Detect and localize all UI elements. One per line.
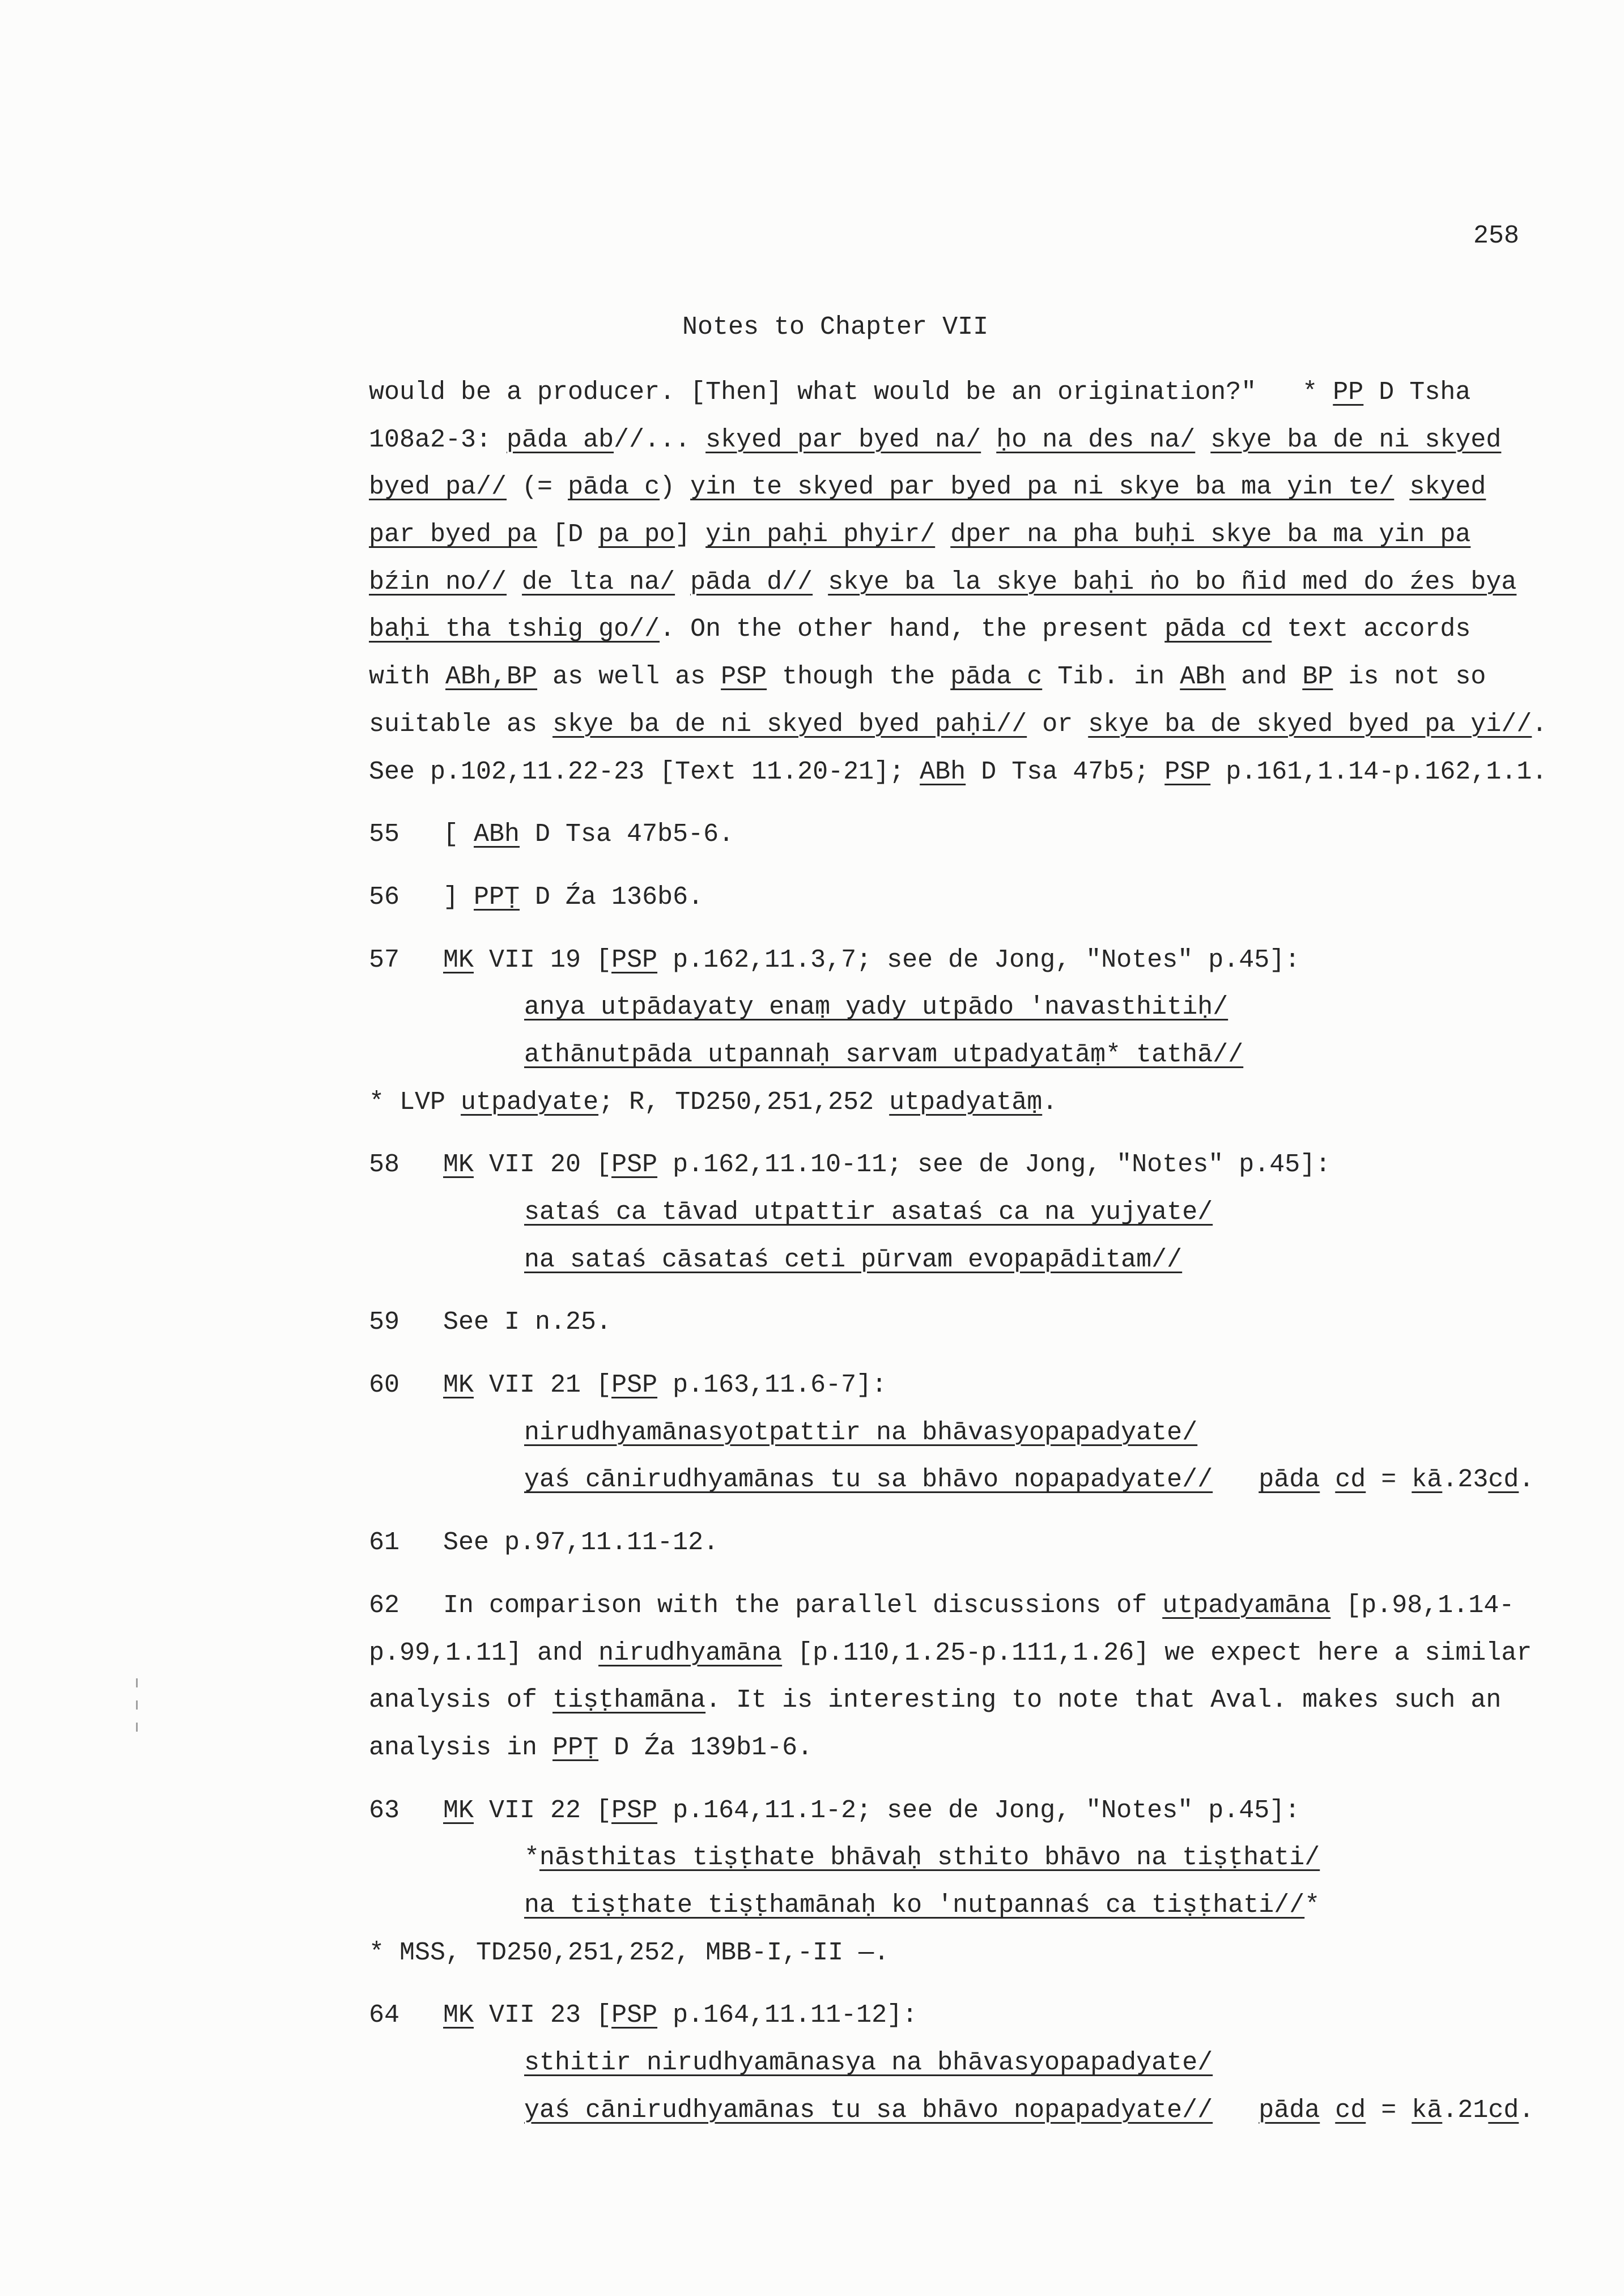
continuation-line <box>369 369 1587 416</box>
note-number: 59 <box>369 1308 400 1337</box>
text-run <box>813 568 828 597</box>
text-run: * <box>524 1843 540 1873</box>
scan-mark <box>136 1700 138 1710</box>
note-first-line <box>369 1787 1587 1835</box>
underlined-term: skye ba de skyed byed pa yi// <box>1088 709 1532 739</box>
continuation-line <box>369 606 1587 653</box>
underlined-term: MK <box>443 945 474 975</box>
underlined-term: MK <box>443 1796 474 1825</box>
text-run: as well as <box>537 662 721 692</box>
underlined-term: BP <box>1302 662 1333 692</box>
underlined-term: pāda d// <box>690 567 813 597</box>
verse-line <box>369 1409 1587 1457</box>
underlined-term: sataś ca tāvad utpattir asataś ca na yujyate/ <box>524 1198 1213 1227</box>
verse-line <box>369 1189 1587 1236</box>
scan-mark <box>136 1723 138 1732</box>
verse-line <box>369 2039 1587 2087</box>
text-run: p.99,1.11] and <box>369 1638 599 1668</box>
note-number: 56 <box>369 882 400 912</box>
text-run: * <box>1304 1890 1320 1920</box>
text-run: = <box>1366 2095 1412 2125</box>
note-number: 64 <box>369 2001 400 2030</box>
text-run: p.163,11.6-7]: <box>657 1371 887 1400</box>
underlined-term: PPṬ <box>552 1733 599 1762</box>
underlined-term: sthitir nirudhyamānasya na bhāvasyopapadyate/ <box>524 2048 1213 2077</box>
underlined-term: MK <box>443 2001 474 2030</box>
underlined-term: tiṣṭhamāna <box>552 1686 706 1715</box>
continuation-line <box>369 701 1587 749</box>
underlined-term: nāsthitas tiṣṭhate bhāvaḥ sthito bhāvo na tiṣṭhati/ <box>539 1843 1320 1873</box>
text-run: VII 22 [ <box>474 1796 612 1825</box>
text-run <box>1320 1465 1335 1494</box>
text-run <box>675 568 690 597</box>
underlined-term: skye ba de ni skyed byed paḥi// <box>552 709 1027 739</box>
note-number: 55 <box>369 820 400 849</box>
text-run: See p.97,11.11-12. <box>443 1528 719 1558</box>
underlined-term: na tiṣṭhate tiṣṭhamānaḥ ko 'nutpannaś ca tiṣṭhati// <box>524 1890 1305 1920</box>
text-run: [p.98,1.14- <box>1330 1591 1515 1620</box>
underlined-term: pāda cd <box>1164 615 1272 644</box>
underlined-term: pāda <box>1259 2095 1320 2125</box>
text-run <box>935 520 950 549</box>
underlined-term: nirudhyamāna <box>598 1638 783 1668</box>
underlined-term: utpadyamāna <box>1162 1591 1331 1620</box>
note-61 <box>369 1519 1587 1567</box>
text-run: VII 20 [ <box>474 1150 612 1180</box>
note-number: 57 <box>369 945 400 975</box>
page-heading: Notes to Chapter VII <box>682 313 989 342</box>
underlined-term: de lta na/ <box>522 567 675 597</box>
text-run: [p.110,1.25-p.111,1.26] we expect here a similar <box>782 1638 1532 1668</box>
text-run: . <box>1519 2095 1534 2125</box>
underlined-term: PSP <box>611 1150 658 1180</box>
underlined-term: anya utpādayaty enaṃ yady utpādo 'navasthitiḥ/ <box>524 993 1228 1022</box>
note-56 <box>369 874 1587 921</box>
text-run <box>1320 2096 1335 2125</box>
note-first-line <box>369 1582 1587 1630</box>
continuation-line <box>369 749 1587 796</box>
text-run <box>507 568 522 597</box>
underlined-term: baḥi tha tshig go// <box>369 615 660 644</box>
underlined-term: nirudhyamānasyotpattir na bhāvasyopapadyate/ <box>524 1418 1198 1447</box>
text-run: ] <box>675 520 706 550</box>
underlined-term: ABh <box>920 757 966 786</box>
note-57 <box>369 937 1587 1126</box>
scan-mark <box>136 1678 138 1687</box>
text-run <box>1394 473 1409 501</box>
note-number: 58 <box>369 1150 400 1180</box>
underlined-term: skye ba de ni skyed <box>1210 425 1502 454</box>
text-run: . <box>1532 709 1548 739</box>
text-run: * MSS, TD250,251,252, MBB-I,-II —. <box>369 1938 890 1967</box>
text-run: . <box>1519 1465 1534 1495</box>
underlined-term: cd <box>1335 1465 1366 1495</box>
note-first-line <box>369 937 1587 984</box>
underlined-term: skye ba la skye baḥi ṅo bo ñid med do źes bya <box>828 567 1517 597</box>
verse-line <box>369 1834 1587 1882</box>
verse-line <box>369 984 1587 1031</box>
text-run: .23 <box>1442 1465 1489 1495</box>
text-run: * LVP <box>369 1087 461 1117</box>
note-60 <box>369 1362 1587 1504</box>
text-run: analysis of <box>369 1686 553 1715</box>
underlined-term: PSP <box>611 1796 658 1825</box>
text-run: text accords <box>1272 615 1471 644</box>
note-number: 61 <box>369 1528 400 1558</box>
continued-note-text <box>369 369 1587 796</box>
note-first-line <box>369 1362 1587 1409</box>
note-59 <box>369 1299 1587 1346</box>
text-run: D Tsa 47b5; <box>966 757 1165 786</box>
note-63 <box>369 1787 1587 1977</box>
footnote-line <box>369 1079 1587 1126</box>
note-first-line <box>369 1141 1587 1189</box>
note-58 <box>369 1141 1587 1283</box>
text-run: D Tsa 47b5-6. <box>520 820 734 849</box>
text-run: //... <box>614 425 706 454</box>
page-number: 258 <box>1473 222 1520 250</box>
verse-line <box>369 1882 1587 1929</box>
underlined-term: yaś cānirudhyamānas tu sa bhāvo nopapadyate// <box>524 2095 1213 2125</box>
underlined-term: utpadyatāṃ <box>889 1087 1043 1117</box>
underlined-term: pāda c <box>950 662 1043 692</box>
underlined-term: byed pa// <box>369 473 507 502</box>
text-run: with <box>369 662 446 692</box>
notes-body <box>369 369 1587 2134</box>
underlined-term: PSP <box>1164 757 1211 786</box>
note-55 <box>369 811 1587 858</box>
text-run <box>1195 426 1210 454</box>
verse-line <box>369 2087 1587 2135</box>
text-run: Tib. in <box>1042 662 1180 692</box>
text-run: D Źa 139b1-6. <box>598 1733 813 1762</box>
verse-line <box>369 1456 1587 1504</box>
note-first-line <box>369 1519 1587 1567</box>
text-run: would be a producer. [Then] what would be an origination?" * <box>369 378 1333 407</box>
text-run: p.162,11.10-11; see de Jong, "Notes" p.45]: <box>657 1150 1331 1180</box>
text-run: p.162,11.3,7; see de Jong, "Notes" p.45]: <box>657 945 1300 975</box>
underlined-term: PPṬ <box>474 882 520 912</box>
continuation-line <box>369 559 1587 606</box>
note-continued-line <box>369 1724 1587 1772</box>
underlined-term: kā <box>1412 2095 1443 2125</box>
text-run: p.164,11.1-2; see de Jong, "Notes" p.45]: <box>657 1796 1300 1825</box>
text-run: (= <box>507 473 568 502</box>
underlined-term: skyed par byed na/ <box>705 425 981 454</box>
note-continued-line <box>369 1677 1587 1724</box>
underlined-term: yaś cānirudhyamānas tu sa bhāvo nopapadyate// <box>524 1465 1213 1495</box>
text-run: = <box>1366 1465 1412 1495</box>
underlined-term: pāda <box>1259 1465 1320 1495</box>
underlined-term: pāda c <box>568 473 660 502</box>
underlined-term: PSP <box>721 662 767 692</box>
text-run: is not so <box>1333 662 1486 692</box>
text-run <box>1213 1465 1259 1494</box>
underlined-term: cd <box>1335 2095 1366 2125</box>
continuation-line <box>369 464 1587 511</box>
underlined-term: MK <box>443 1150 474 1180</box>
note-62 <box>369 1582 1587 1772</box>
text-run: ] <box>443 882 474 912</box>
text-run: or <box>1027 709 1089 739</box>
text-run: VII 19 [ <box>474 945 612 975</box>
underlined-term: ABh,BP <box>445 662 538 692</box>
text-run: See p.102,11.22-23 [Text 11.20-21]; <box>369 757 920 786</box>
underlined-term: ABh <box>1180 662 1226 692</box>
text-run: .21 <box>1442 2095 1489 2125</box>
underlined-term: cd <box>1488 1465 1519 1495</box>
underlined-term: ḥo na des na/ <box>996 425 1196 454</box>
underlined-term: utpadyate <box>461 1087 599 1117</box>
text-run: p.161,1.14-p.162,1.1. <box>1210 757 1548 786</box>
text-run: . <box>1042 1087 1058 1117</box>
note-number: 63 <box>369 1796 400 1825</box>
text-run: . It is interesting to note that Aval. makes such an <box>705 1686 1502 1715</box>
text-run: . On the other hand, the present <box>660 615 1165 644</box>
text-run <box>981 426 996 454</box>
note-first-line <box>369 1299 1587 1346</box>
note-number: 62 <box>369 1591 400 1620</box>
underlined-term: yin paḥi phyir/ <box>705 520 936 550</box>
note-64 <box>369 1992 1587 2134</box>
continuation-line <box>369 416 1587 464</box>
underlined-term: dper na pha buḥi skye ba ma yin pa <box>950 520 1471 550</box>
text-run: [ <box>443 820 474 849</box>
text-run: 108a2-3: <box>369 425 507 454</box>
text-run: suitable as <box>369 709 553 739</box>
underlined-term: PSP <box>611 1371 658 1400</box>
underlined-term: PP <box>1333 378 1364 407</box>
continuation-line <box>369 511 1587 559</box>
text-run: p.164,11.11-12]: <box>657 2001 918 2030</box>
underlined-term: athānutpāda utpannaḥ sarvam utpadyatāṃ* tathā// <box>524 1040 1244 1069</box>
underlined-term: pa po <box>598 520 675 550</box>
text-run: [D <box>537 520 599 550</box>
verse-line <box>369 1031 1587 1079</box>
continuation-line <box>369 653 1587 701</box>
note-first-line <box>369 1992 1587 2039</box>
underlined-term: cd <box>1488 2095 1519 2125</box>
underlined-term: yin te skyed par byed pa ni skye ba ma yin te/ <box>690 473 1395 502</box>
text-run: D Tsha <box>1363 378 1471 407</box>
underlined-term: ABh <box>474 820 520 849</box>
notes-list <box>369 811 1587 2134</box>
text-run: ) <box>660 473 691 502</box>
underlined-term: par byed pa <box>369 520 538 550</box>
underlined-term: pāda ab <box>507 425 614 454</box>
underlined-term: skyed <box>1409 473 1486 502</box>
text-run: In comparison with the parallel discussions of <box>443 1591 1163 1620</box>
note-first-line <box>369 811 1587 858</box>
underlined-term: MK <box>443 1371 474 1400</box>
note-number: 60 <box>369 1371 400 1400</box>
text-run: and <box>1226 662 1303 692</box>
text-run: though the <box>767 662 951 692</box>
text-run: D Źa 136b6. <box>520 882 704 912</box>
underlined-term: bźin no// <box>369 567 507 597</box>
note-continued-line <box>369 1630 1587 1677</box>
text-run: See I n.25. <box>443 1308 612 1337</box>
verse-line <box>369 1236 1587 1284</box>
text-run: VII 21 [ <box>474 1371 612 1400</box>
text-run: analysis in <box>369 1733 553 1762</box>
underlined-term: PSP <box>611 2001 658 2030</box>
note-first-line <box>369 874 1587 921</box>
underlined-term: PSP <box>611 945 658 975</box>
text-run <box>1213 2096 1259 2125</box>
underlined-term: na sataś cāsataś ceti pūrvam evopapāditam// <box>524 1245 1183 1274</box>
text-run: VII 23 [ <box>474 2001 612 2030</box>
underlined-term: kā <box>1412 1465 1443 1495</box>
footnote-line <box>369 1929 1587 1977</box>
text-run: ; R, TD250,251,252 <box>598 1087 890 1117</box>
